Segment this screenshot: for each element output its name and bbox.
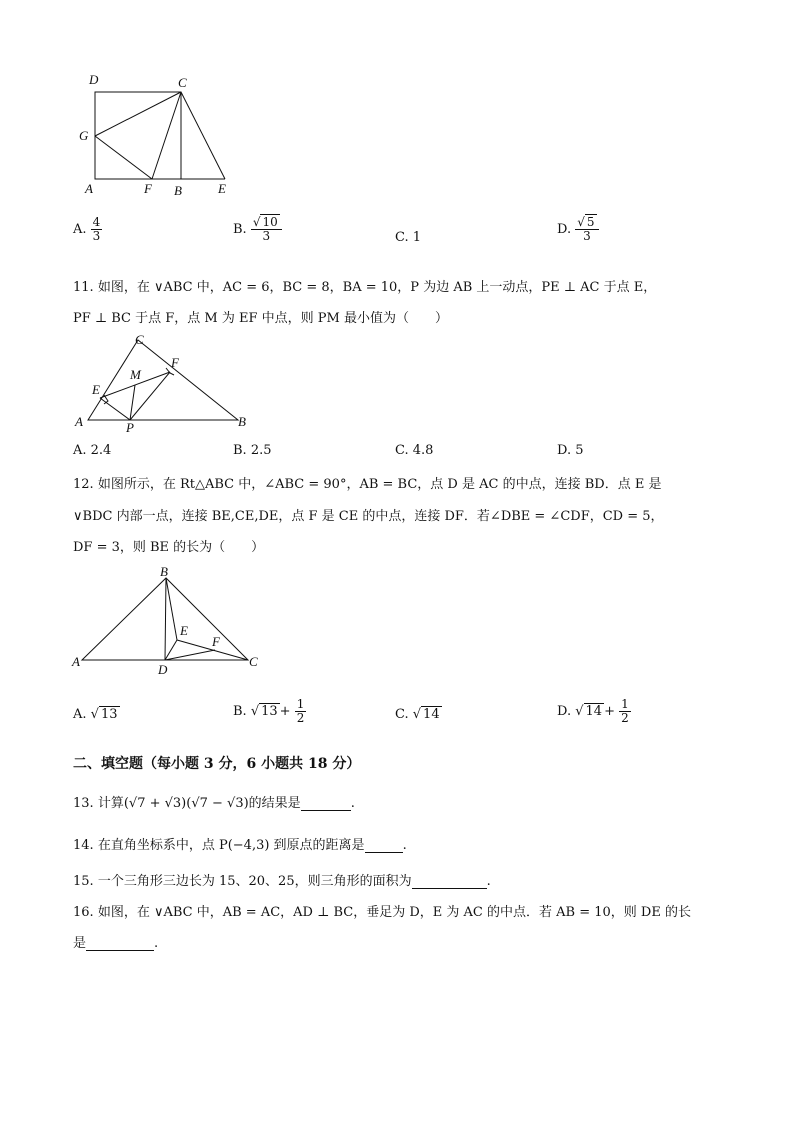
segment-ce <box>181 92 225 179</box>
label-f: F <box>212 634 220 649</box>
q11-line2: PF ⊥ BC 于点 F，点 M 为 EF 中点，则 PM 最小值为（ ） <box>73 311 448 326</box>
q12-option-d[interactable]: D. √ 14 + $\frac{1}{2}$ <box>557 697 629 725</box>
q13: 13. 计算(√7 + √3)(√7 − √3)的结果是 . <box>73 796 355 811</box>
answer-blank[interactable] <box>365 837 403 853</box>
label-m: M <box>130 367 141 382</box>
label-a: A <box>72 654 80 669</box>
fraction: $\frac{√ 10}{3}$ <box>251 216 282 243</box>
square-abcd <box>95 92 181 179</box>
label-c: C <box>135 332 144 347</box>
segment-pe <box>100 398 130 420</box>
label-b: B <box>174 183 182 198</box>
segment-df <box>165 650 215 660</box>
figure-q12 <box>70 565 270 675</box>
q11-line1: 11. 如图，在 ∨ABC 中，AC = 6，BC = 8，BA = 10，P 为边 AB 上一动点，PE ⊥ AC 于点 E， <box>73 280 657 295</box>
figure-q11 <box>80 330 255 435</box>
q12-option-c[interactable]: C. √ 14 <box>395 707 440 722</box>
q12-line1: 12. 如图所示，在 Rt△ABC 中，∠ABC = 90°，AB = BC，点 D 是 AC 的中点，连接 BD．点 E 是 <box>73 477 662 492</box>
label-a: A <box>75 414 83 429</box>
segment-de <box>165 640 177 660</box>
answer-blank[interactable] <box>412 873 487 889</box>
q11-option-d[interactable]: D. 5 <box>557 443 584 458</box>
label-c: C <box>178 75 187 90</box>
q10-option-a[interactable]: A. $\frac{4}{3}$ <box>73 215 101 243</box>
label-g: G <box>79 128 89 143</box>
fraction: $\frac{1}{2}$ <box>621 697 629 725</box>
figure-q10 <box>70 70 240 200</box>
label-e: E <box>218 181 226 196</box>
q10-option-b[interactable]: B. $\frac{√ 10}{3}$ <box>233 216 282 243</box>
q11-option-a[interactable]: A. 2.4 <box>73 443 112 458</box>
fraction: $\frac{√ 5}{3}$ <box>575 216 598 243</box>
q11-option-c[interactable]: C. 4.8 <box>395 443 434 458</box>
q10-option-c[interactable]: C. 1 <box>395 230 422 245</box>
q12-option-a[interactable]: A. √ 13 <box>73 707 118 722</box>
label-e: E <box>180 623 188 638</box>
section-heading: 二、填空题（每小题 3 分，6 小题共 18 分） <box>73 756 361 772</box>
label-b: B <box>160 564 168 579</box>
segment-gf <box>95 136 152 179</box>
right-angle-e <box>104 395 108 404</box>
label-d: D <box>89 72 99 87</box>
label-d: D <box>158 662 168 677</box>
answer-blank[interactable] <box>86 935 154 951</box>
q14: 14. 在直角坐标系中，点 P(−4,3) 到原点的距离是 . <box>73 838 407 853</box>
answer-blank[interactable] <box>301 795 351 811</box>
segment-bd <box>165 578 166 660</box>
q15: 15. 一个三角形三边长为 15、20、25，则三角形的面积为 . <box>73 874 491 889</box>
label-c: C <box>249 654 258 669</box>
label-f: F <box>171 355 179 370</box>
q12-option-b[interactable]: B. √ 13 + $\frac{1}{2}$ <box>233 697 305 725</box>
q16-line1: 16. 如图，在 ∨ABC 中，AB = AC，AD ⊥ BC，垂足为 D，E 为 AC 的中点．若 AB = 10，则 DE 的长 <box>73 905 691 920</box>
label-e: E <box>92 382 100 397</box>
q12-line2: ∨BDC 内部一点，连接 BE,CE,DE，点 F 是 CE 的中点，连接 DF．若∠DBE = ∠CDF，CD = 5， <box>73 509 664 524</box>
fraction: $\frac{4}{3}$ <box>92 215 101 243</box>
label-p: P <box>126 420 134 435</box>
fraction: $\frac{1}{2}$ <box>296 697 305 725</box>
label-f: F <box>144 181 152 196</box>
q16-line2: 是 . <box>73 936 159 951</box>
q11-option-b[interactable]: B. 2.5 <box>233 443 272 458</box>
q10-option-d[interactable]: D. $\frac{√ 5}{3}$ <box>557 216 599 243</box>
label-b: B <box>238 414 246 429</box>
q12-line3: DF = 3，则 BE 的长为（ ） <box>73 540 265 555</box>
label-a: A <box>85 181 93 196</box>
